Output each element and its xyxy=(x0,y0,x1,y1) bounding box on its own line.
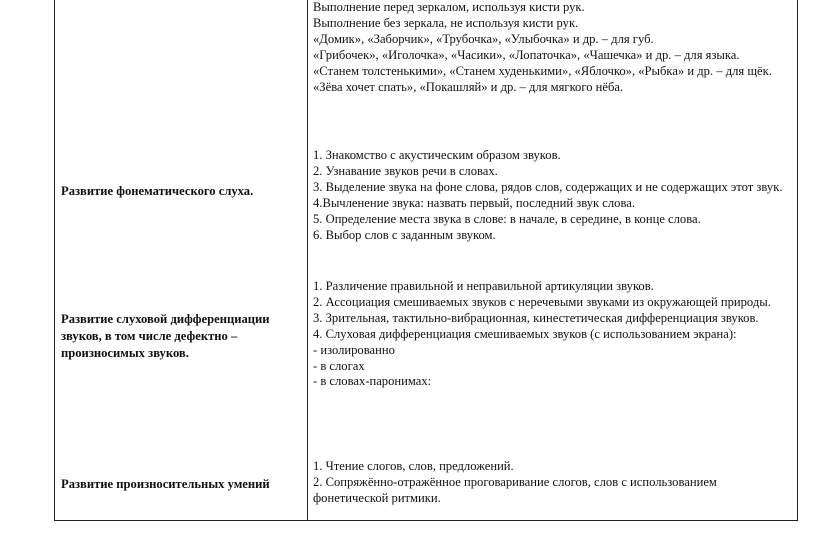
list-item: 3. Зрительная, тактильно-вибрационная, кинестетическая дифференциация звуков. xyxy=(313,310,759,325)
list-item: «Станем толстенькими», «Станем худенькими», «Яблочко», «Рыбка» и др. – для щёк. xyxy=(313,63,772,78)
pronunciation-list xyxy=(313,459,793,507)
list-item: 1. Чтение слогов, слов, предложений. xyxy=(313,459,514,473)
list-item: 4.Вычленение звука: назвать первый, последний звук слова. xyxy=(313,195,635,210)
list-item: 1. Различение правильной и неправильной артикуляции звуков. xyxy=(313,279,654,293)
articulation-list xyxy=(313,0,793,95)
content-table xyxy=(54,0,798,521)
list-item: «Домик», «Заборчик», «Трубочка», «Улыбочка» и др. – для губ. xyxy=(313,31,654,46)
list-item: 2. Сопряжённо-отражённое проговаривание слогов, слов с использованием фонетической ритмики. xyxy=(313,474,717,505)
section-phonematic-title: Развитие фонематического слуха. xyxy=(61,184,254,198)
list-item: - в словах-паронимах: xyxy=(313,374,432,389)
section-auditory-title: Развитие слуховой дифференциации звуков, в том числе дефектно –произносимых звуков. xyxy=(61,312,270,360)
section-pronunciation-title: Развитие произносительных умений xyxy=(61,477,270,491)
list-item: Выполнение перед зеркалом, используя кисти рук. xyxy=(313,0,585,14)
list-item: 1. Знакомство с акустическим образом звуков. xyxy=(313,148,561,162)
auditory-list xyxy=(313,279,793,390)
list-item: - в слогах xyxy=(313,358,365,373)
list-item: - изолированно xyxy=(313,342,395,357)
phonematic-list xyxy=(313,148,793,243)
list-item: 4. Слуховая дифференциация смешиваемых звуков (с использованием экрана): xyxy=(313,326,737,341)
list-item: 2. Узнавание звуков речи в словах. xyxy=(313,163,498,178)
column-divider xyxy=(307,0,308,520)
list-item: 6. Выбор слов с заданным звуком. xyxy=(313,227,496,242)
list-item: 2. Ассоциация смешиваемых звуков с неречевыми звуками из окружающей природы. xyxy=(313,294,771,309)
list-item: 3. Выделение звука на фоне слова, рядов слов, содержащих и не содержащих этот звук. xyxy=(313,179,783,194)
list-item: Выполнение без зеркала, не используя кисти рук. xyxy=(313,15,579,30)
list-item: «Грибочек», «Иголочка», «Часики», «Лопаточка», «Чашечка» и др. – для языка. xyxy=(313,47,740,62)
list-item: 5. Определение места звука в слове: в начале, в середине, в конце слова. xyxy=(313,211,701,226)
list-item: «Зёва хочет спать», «Покашляй» и др. – для мягкого нёба. xyxy=(313,79,624,94)
